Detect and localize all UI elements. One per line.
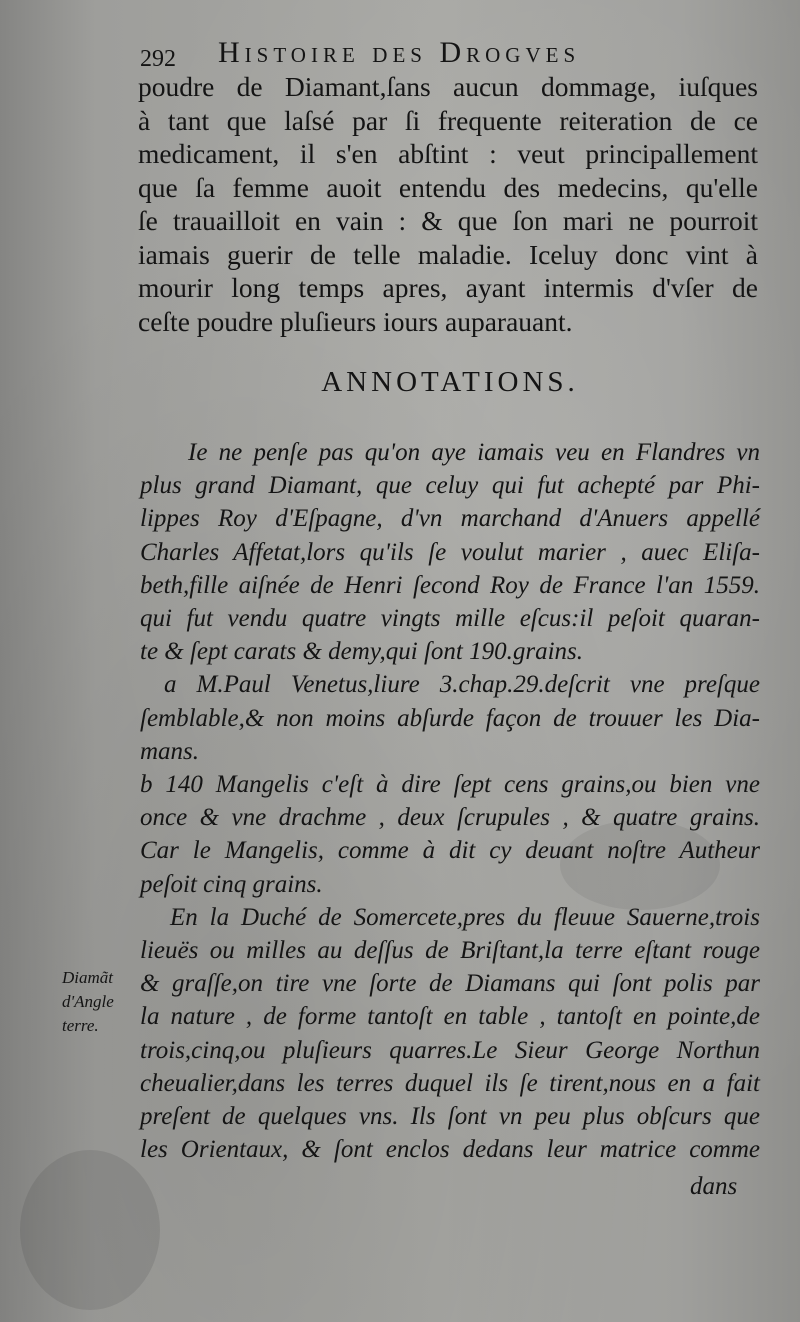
annotation-line: plus grand Diamant, que celuy qui fut achepté par Phi- bbox=[140, 472, 760, 500]
annotation-line: once & vne drachme , deux ſcrupules , & quatre grains. bbox=[140, 804, 760, 832]
annotation-line: lippes Roy d'Eſpagne, d'vn marchand d'Anuers appellé bbox=[140, 505, 760, 533]
text-line: mourir long temps apres, ayant intermis d'vſer de bbox=[138, 272, 758, 303]
annotation-line: mans. bbox=[140, 737, 200, 765]
margin-note bbox=[62, 966, 142, 1038]
annotation-line: lieuës ou milles au deſſus de Briſtant,la terre eſtant rouge bbox=[140, 937, 760, 965]
annotations-text bbox=[140, 436, 760, 1166]
annotation-line: b 140 Mangelis c'eſt à dire ſept cens grains,ou bien vne bbox=[140, 771, 760, 799]
annotation-line: les Orientaux, & ſont enclos dedans leur matrice comme bbox=[140, 1136, 760, 1164]
annotation-line: Ie ne penſe pas qu'on aye iamais veu en Flandres vn bbox=[188, 439, 760, 466]
annotation-line: Charles Affetat,lors qu'ils ſe voulut marier , auec Eliſa- bbox=[140, 538, 760, 566]
annotation-line: En la Duché de Somercete,pres du fleuue Sauerne,trois bbox=[170, 903, 760, 931]
annotation-line: cheualier,dans les terres duquel ils ſe tirent,nous en a fait bbox=[140, 1069, 760, 1097]
annotation-line: la nature , de forme tantoſt en table , tantoſt en pointe,de bbox=[140, 1003, 760, 1031]
annotation-line: Car le Mangelis, comme à dit cy deuant noſtre Autheur bbox=[140, 837, 760, 865]
annotation-line: trois,cinq,ou pluſieurs quarres.Le Sieur George Northun bbox=[140, 1036, 760, 1064]
annotation-line: te & ſept carats & demy,qui ſont 190.grains. bbox=[140, 638, 584, 666]
catchword: dans bbox=[690, 1173, 738, 1200]
text-line: à tant que laſsé par ſi frequente reiteration de ce bbox=[138, 104, 758, 136]
margin-note-line: Diamãt bbox=[62, 968, 113, 987]
text-line: medicament, il s'en abſtint : veut principallement bbox=[138, 138, 758, 169]
annotation-line: & graſſe,on tire vne ſorte de Diamans qui ſont polis par bbox=[140, 970, 760, 998]
text-line: ceſte poudre pluſieurs iours auparauant. bbox=[138, 305, 573, 337]
text-line: que ſa femme auoit entendu des medecins, qu'elle bbox=[138, 171, 758, 203]
annotation-line: preſent de quelques vns. Ils ſont vn peu plus obſcurs que bbox=[140, 1103, 760, 1131]
text-line: iamais guerir de telle maladie. Iceluy donc vint à bbox=[138, 238, 758, 270]
body-text bbox=[138, 70, 758, 338]
annotation-line: ſemblable,& non moins abſurde façon de trouuer les Dia- bbox=[140, 704, 760, 732]
annotation-line: beth,fille aiſnée de Henri ſecond Roy de France l'an 1559. bbox=[140, 571, 760, 599]
text-line: ſe trauailloit en vain : & que ſon mari ne pourroit bbox=[138, 205, 758, 236]
annotation-line: peſoit cinq grains. bbox=[140, 870, 323, 898]
annotation-line: a M.Paul Venetus,liure 3.chap.29.deſcrit vne preſque bbox=[164, 671, 760, 699]
annotation-line: qui fut vendu quatre vingts mille eſcus:il peſoit quaran- bbox=[140, 605, 760, 633]
text-line: poudre de Diamant,ſans aucun dommage, iuſques bbox=[138, 71, 758, 102]
section-heading: ANNOTATIONS. bbox=[321, 366, 579, 398]
running-title: Histoire des Drogves bbox=[218, 36, 581, 69]
paper-stain bbox=[20, 1150, 160, 1310]
page-number: 292 bbox=[140, 46, 176, 72]
margin-note-line: terre. bbox=[62, 1016, 99, 1035]
margin-note-line: d'Angle bbox=[62, 992, 114, 1011]
